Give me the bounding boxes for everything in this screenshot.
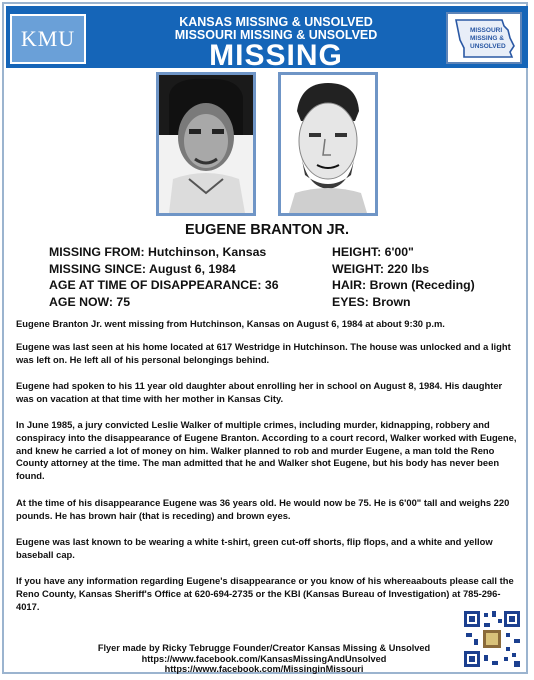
height: HEIGHT: 6'00" [332, 245, 414, 259]
missouri-logo-text [470, 27, 506, 51]
hair: HAIR: Brown (Receding) [332, 278, 475, 292]
header-kansas-title: KANSAS MISSING & UNSOLVED [179, 15, 373, 29]
eyes: EYES: Brown [332, 294, 411, 309]
age-at-disappearance: AGE AT TIME OF DISAPPEARANCE: 36 [49, 278, 279, 292]
paragraph: Eugene was last known to be wearing a white t-shirt, green cut-off shorts, flip flops, and a white and yellow baseball cap. [16, 536, 493, 560]
photo-portrait-1 [156, 72, 256, 216]
weight: WEIGHT: 220 lbs [332, 261, 430, 276]
paragraph: Eugene had spoken to his 11 year old daughter about enrolling her in school on August 8, 1984. His daughter was on vacation at that time with her mother in Kansas City. [16, 380, 503, 404]
facts-left-column [49, 244, 279, 310]
missouri-map-logo [446, 12, 522, 64]
photo-portrait-2 [278, 72, 378, 216]
footer-credit: Flyer made by Ricky Tebrugge Founder/Creator Kansas Missing & Unsolved [97, 643, 431, 653]
kmu-logo: KMU [10, 14, 86, 64]
paragraph: Eugene Branton Jr. went missing from Hutchinson, Kansas on August 6, 1984 at about 9:30 p.m. [16, 318, 445, 329]
missouri-logo-line: UNSOLVED [470, 43, 506, 50]
missing-since: MISSING SINCE: August 6, 1984 [49, 261, 236, 276]
missing-from: MISSING FROM: Hutchinson, Kansas [49, 245, 267, 259]
age-now: AGE NOW: 75 [49, 294, 131, 309]
paragraph: If you have any information regarding Eugene's disappearance or you know of his whereaabouts please call the Reno County, Kansas Sheriff's Office at 620-694-2735 or the KBI (Kansas Bureau of Investigation) at 785-296-4017. [16, 575, 514, 612]
qr-code-icon[interactable] [462, 609, 522, 669]
paragraph: Eugene was last seen at his home located at 617 Westridge in Hutchinson. The house was unlocked and a light was left on. He left all of his personal belongings behind. [16, 341, 511, 365]
header-missing-title: MISSING [209, 39, 343, 72]
paragraph: At the time of his disappearance Eugene was 36 years old. He would now be 75. He is 6'00" tall and weighs 220 pounds. He has brown hair (that is receding) and brown eyes. [16, 497, 510, 521]
person-name: EUGENE BRANTON JR. [184, 222, 350, 238]
missouri-logo-line: MISSOURI [470, 27, 503, 34]
footer [70, 643, 458, 675]
facts-right-column [332, 244, 475, 310]
missouri-logo-line: MISSING & [470, 35, 504, 42]
paragraph: In June 1985, a jury convicted Leslie Walker of multiple crimes, including murder, kidnapping, robbery and conspiracy into the disappearance of Eugene Branton. According to a court record, Walker worked with Eugene, and knew he carried a lot of money on him. Walker planned to rob and murder Eugene, a man told the Reno County attorney at the time. The man admitted that he and Walker shot Eugene, but his body has never been found. [16, 419, 517, 482]
flyer-frame [2, 2, 528, 674]
header-missouri-title: MISSOURI MISSING & UNSOLVED [174, 28, 378, 42]
footer-link-missouri[interactable]: https://www.facebook.com/MissinginMissouri [164, 664, 364, 674]
footer-link-kansas[interactable]: https://www.facebook.com/KansasMissingAndUnsolved [141, 653, 387, 664]
